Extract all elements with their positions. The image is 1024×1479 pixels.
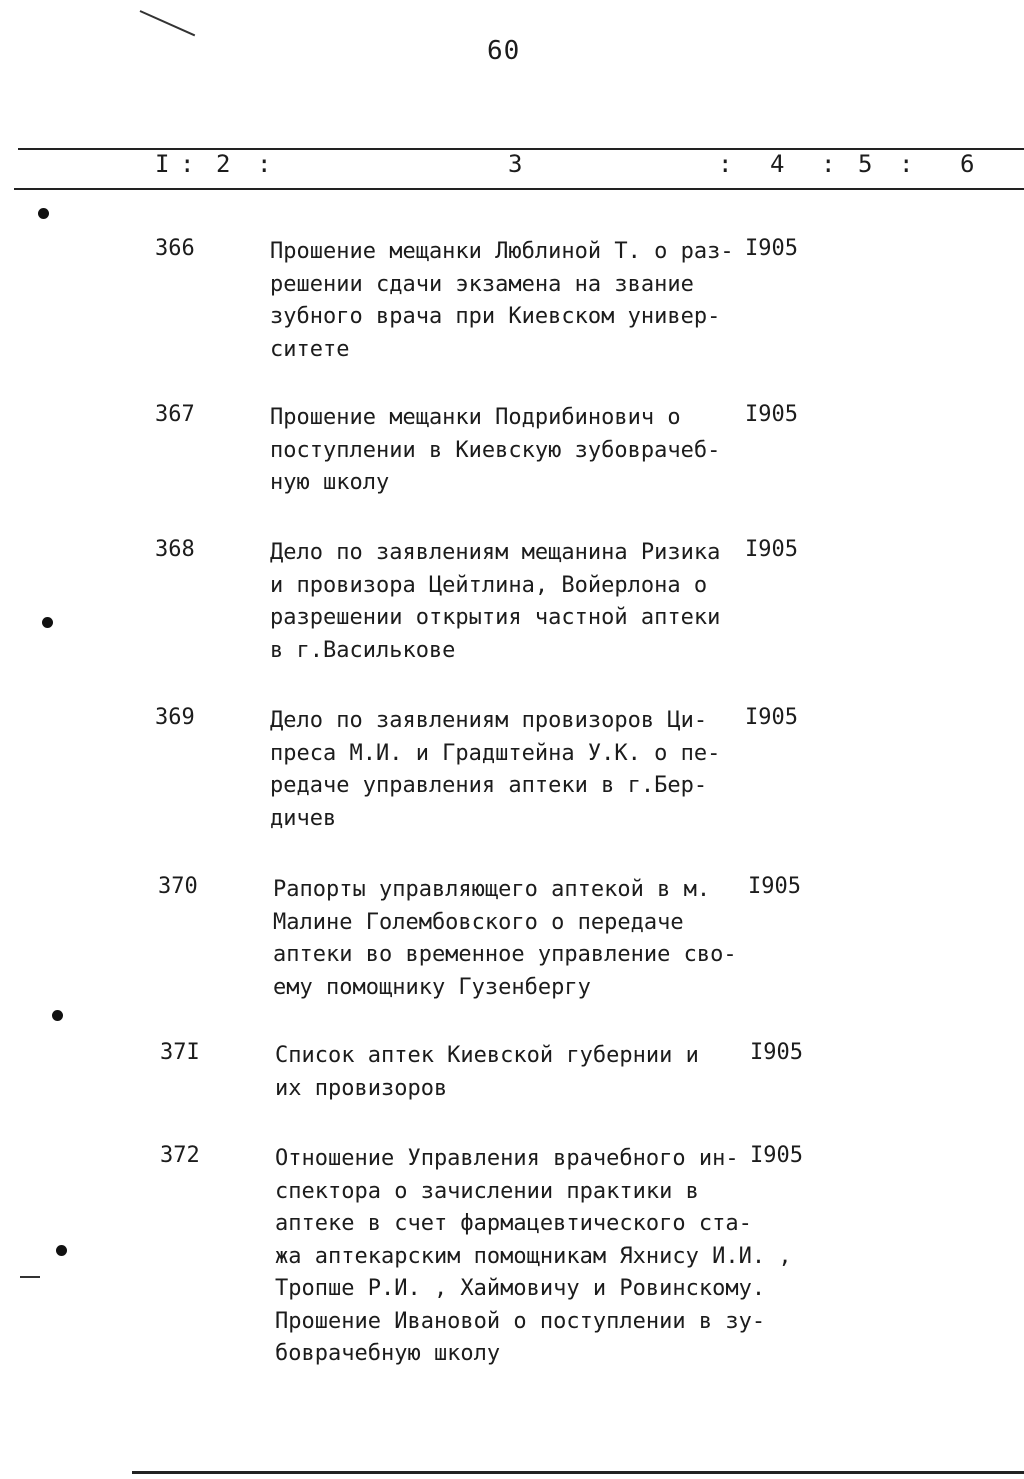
entry-line: в г.Василькове (270, 637, 456, 663)
entry-year: I905 (748, 874, 801, 899)
binding-hole (38, 208, 49, 219)
entry-line: редаче управления аптеки в г.Бер- (270, 773, 708, 798)
entry-line: поступлении в Киевскую зубоврачеб- (270, 437, 721, 463)
entry-line: жа аптекарским помощникам Яхнису И.И. , (275, 1243, 792, 1269)
margin-pen-mark (20, 1276, 40, 1278)
entry-line: их провизоров (275, 1075, 448, 1101)
entry-year: I905 (750, 1040, 803, 1065)
entry-number: 369 (155, 705, 195, 730)
entry-line: ную школу (270, 470, 390, 495)
page-number: 60 (487, 36, 521, 66)
header-col-6: 6 (960, 150, 975, 178)
header-bottom-rule (14, 188, 1024, 190)
entry-line: и провизора Цейтлина, Войерлона о (270, 572, 708, 598)
header-col-4: 4 (770, 150, 785, 178)
entry-line: решении сдачи экзамена на звание (270, 271, 694, 297)
entry-line: Малине Голембовского о передаче (273, 909, 684, 935)
header-col-5: 5 (858, 150, 873, 178)
header-col-3: 3 (508, 150, 523, 178)
header-separator: : (180, 150, 195, 178)
entry-line: Отношение Управления врачебного ин- (275, 1146, 739, 1171)
entry-line: аптеке в счет фармацевтического ста- (275, 1211, 752, 1236)
entry-line: Прошение мещанки Подрибинович о (270, 405, 681, 430)
entry-line: ситете (270, 336, 350, 362)
entry-description (273, 874, 748, 1004)
entry-description (270, 537, 745, 667)
entry-year: I905 (745, 236, 798, 261)
entry-number: 367 (155, 402, 195, 427)
entry-number: 37I (160, 1040, 200, 1065)
entry-line: спектора о зачислении практики в (275, 1178, 699, 1204)
entry-line: Дело по заявлениям мещанина Ризика (270, 540, 721, 565)
page-bottom-rule (132, 1471, 1024, 1474)
entry-line: Тропше Р.И. , Хаймовичу и Ровинскому. (275, 1276, 766, 1301)
entry-line: Дело по заявлениям провизоров Ци- (270, 708, 708, 733)
header-col-1: I (155, 150, 170, 178)
entry-number: 368 (155, 537, 195, 562)
header-col-2: 2 (216, 150, 231, 178)
corner-pen-stroke (140, 10, 196, 36)
entry-year: I905 (745, 537, 798, 562)
entry-year: I905 (745, 705, 798, 730)
entry-line: Список аптек Киевской губернии и (275, 1043, 699, 1068)
entry-year: I905 (750, 1143, 803, 1168)
entry-line: зубного врача при Киевском универ- (270, 304, 721, 329)
entry-number: 372 (160, 1143, 200, 1168)
entry-line: Прошение мещанки Люблиной Т. о раз- (270, 239, 734, 264)
entry-description (275, 1040, 750, 1105)
entry-number: 370 (158, 874, 198, 899)
entry-line: ему помощнику Гузенбергу (273, 974, 591, 1000)
binding-hole (56, 1245, 67, 1256)
entry-line: Прошение Ивановой о поступлении в зу- (275, 1308, 766, 1334)
entry-description (270, 705, 745, 835)
entry-number: 366 (155, 236, 195, 261)
header-separator: : (821, 150, 836, 178)
entry-line: преса М.И. и Градштейна У.К. о пе- (270, 740, 721, 766)
header-separator: : (718, 150, 733, 178)
entry-description (270, 236, 745, 366)
entry-description (270, 402, 745, 500)
header-separator: : (257, 150, 272, 178)
header-separator: : (899, 150, 914, 178)
entry-line: Рапорты управляющего аптекой в м. (273, 877, 711, 902)
entry-line: боврачебную школу (275, 1341, 501, 1366)
binding-hole (52, 1010, 63, 1021)
entry-line: разрешении открытия частной аптеки (270, 605, 721, 630)
entry-line: аптеки во временное управление сво- (273, 942, 737, 967)
entry-line: дичев (270, 805, 337, 831)
entry-year: I905 (745, 402, 798, 427)
binding-hole (42, 617, 53, 628)
